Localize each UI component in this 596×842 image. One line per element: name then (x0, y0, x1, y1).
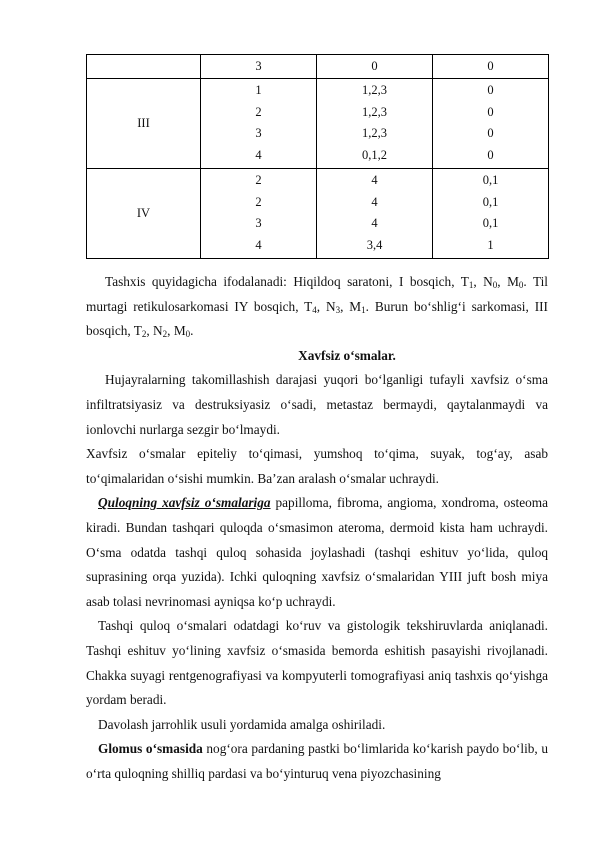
table-row (87, 79, 549, 169)
table-cell: 0 (433, 55, 549, 79)
cell-line: 1,2,3 (362, 126, 387, 140)
text-run: . Burun bo‘shlig‘i sarkomasi, III bosqich, T (86, 298, 548, 339)
table-cell (317, 79, 433, 169)
paragraph: Davolash jarrohlik usuli yordamida amalga oshiriladi. (98, 716, 386, 732)
cell-line: 3 (255, 126, 262, 140)
cell-line: 2 (255, 104, 262, 119)
cell-line: 0 (487, 83, 494, 97)
paragraph: Hujayralarning takomillashish darajasi yuqori bo‘lganligi tufayli xavfsiz o‘sma infiltratsiyasiz va destruksiyasiz o‘sadi, metastaz bermaydi, qaytalanmaydi va ionlovchi nurlarga sezgir bo‘lmaydi. (86, 372, 548, 437)
table-cell (433, 79, 549, 169)
cell-line: 0,1 (482, 194, 499, 209)
cell-line: 3 (255, 216, 262, 230)
cell-line: 1,2,3 (362, 83, 387, 97)
text-run: papilloma, fibroma, angioma, xondroma, osteoma kiradi. Bundan tashqari quloqda o‘smasimon ateroma, dermoid kista ham uchraydi. O‘sma odatda tashqi quloq sohasida joylashadi (tashqi eshituv yo‘lida, quloq suprasining orqa yuzida). Ichki quloqning xavfsiz o‘smalaridan YIII juft bosh miya asab tolasi nevrinomasi ayniqsa ko‘p uchraydi. (86, 495, 548, 609)
cell-line: 4 (255, 147, 262, 162)
cell-line: 4 (371, 173, 378, 187)
section-title: Xavfsiz o‘smalar. (298, 347, 396, 363)
subscript: 0 (185, 329, 191, 340)
cell-line: 0,1,2 (362, 147, 387, 162)
subscript: 2 (162, 329, 168, 340)
cell-line: 4 (371, 194, 378, 209)
cell-line: 0 (487, 126, 494, 140)
paragraph (86, 491, 548, 614)
cell-line: 0 (487, 147, 494, 162)
paragraph (86, 737, 548, 786)
paragraph: Xavfsiz o‘smalar epiteliy to‘qimasi, yumshoq to‘qima, suyak, tog‘ay, asab to‘qimalaridan o‘sishi mumkin. Ba’zan aralash o‘smalar uchraydi. (86, 446, 548, 486)
cell-line: 1,2,3 (362, 104, 387, 119)
subscript: 3 (335, 304, 341, 315)
table-cell: 0 (317, 55, 433, 79)
cell-line: 2 (255, 173, 262, 187)
table-cell (87, 55, 201, 79)
stage-label: III (87, 79, 201, 169)
subscript: 4 (312, 304, 317, 315)
cell-line: 2 (255, 194, 262, 209)
diagnosis-paragraph: Tashxis quyidagicha ifodalanadi: Hiqildoq saratoni, I bosqich, $T_1$, $N_0$, $M_0$. Til murtagi retikulosarkomasi IY bosqich, $T_4$, $N_3$, $M_1$. Burun bo‘shlig‘i sarkomasi, III bosqich, $T_2$, $N_2$, $M_0$. (86, 274, 548, 340)
table-cell: 3 (201, 55, 317, 79)
subscript: 2 (141, 329, 147, 340)
table-row (87, 55, 549, 79)
body-text (86, 270, 548, 786)
cell-line: 1 (487, 237, 494, 252)
subscript: 1 (361, 304, 366, 315)
paragraph: Tashqi quloq o‘smalari odatdagi ko‘ruv va gistologik tekshiruvlarda aniqlanadi. Tashqi eshituv yo‘lining xavfsiz o‘smasida bemorda eshitish pasayishi rivojlanadi. Chakka suyagi rentgenografiyasi va kompyuterli tomografiyasi aniq tashxis qo‘yishga yordam beradi. (86, 618, 548, 708)
cell-line: 0 (487, 104, 494, 119)
subscript: 1 (468, 280, 474, 290)
text-run: nog‘ora pardaning pastki bo‘limlarida ko‘karish paydo bo‘lib, u o‘rta quloqning shilliq pardasi va bo‘yinturuq vena piyozchasining (86, 741, 548, 781)
cell-line: 4 (255, 237, 262, 252)
staging-table (86, 54, 549, 259)
cell-line: 0,1 (482, 173, 499, 187)
text-run: . Til murtagi retikulosarkomasi IY bosqich, T (86, 274, 548, 314)
cell-line: 0,1 (482, 216, 499, 230)
table-row (87, 169, 549, 259)
table-cell (317, 169, 433, 259)
cell-line: 1 (255, 83, 262, 97)
emphasis-heading: Quloqning xavfsiz o‘smalariga (98, 495, 271, 511)
subscript: 0 (518, 280, 524, 290)
emphasis-heading: Glomus o‘smasida (98, 741, 203, 757)
stage-label: IV (87, 169, 201, 259)
cell-line: 4 (371, 216, 378, 230)
table-cell (201, 79, 317, 169)
subscript: 0 (492, 280, 498, 290)
text-run: Tashxis quyidagicha ifodalanadi: Hiqildoq saratoni, I bosqich, T (105, 274, 469, 289)
table-cell (201, 169, 317, 259)
table-cell (433, 169, 549, 259)
cell-line: 3,4 (366, 237, 383, 252)
